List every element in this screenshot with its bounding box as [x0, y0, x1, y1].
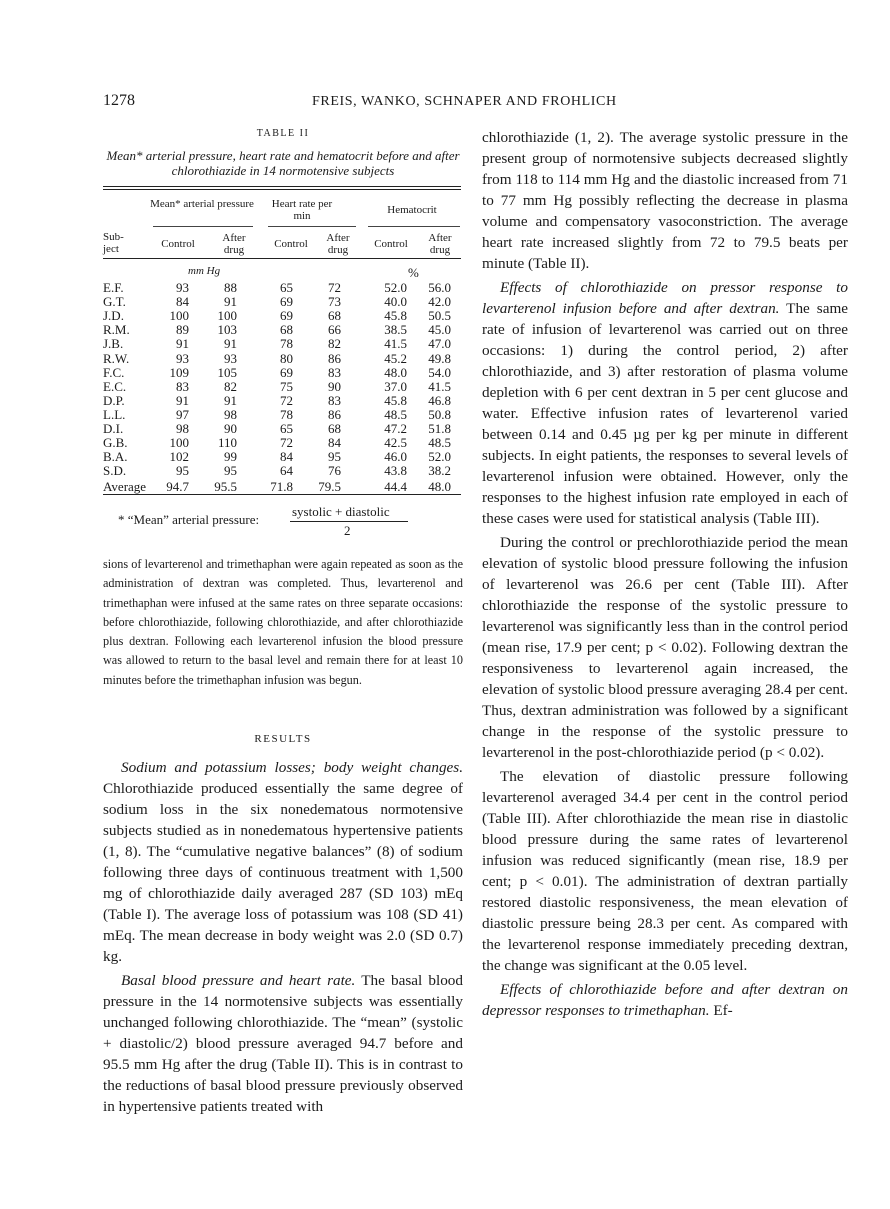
table-cell: 38.5	[384, 322, 407, 338]
table-cell: 84	[328, 435, 341, 451]
table-footnote: * “Mean” arterial pressure:	[118, 512, 260, 527]
table-cell: 40.0	[384, 294, 407, 310]
row-subject: D.I.	[103, 421, 124, 436]
table-cell: 100	[217, 308, 237, 324]
table-row	[103, 352, 463, 366]
table-cell: 91	[224, 294, 237, 310]
table-cell: 48.0	[428, 479, 451, 495]
col-header-subject: Sub- ject	[103, 231, 124, 255]
table-cell: 90	[224, 421, 237, 436]
table-row	[103, 422, 463, 436]
table-cell: 37.0	[384, 378, 407, 394]
table-cell: 83	[176, 378, 189, 394]
table-cell: 49.8	[428, 350, 451, 366]
table-row	[103, 436, 463, 450]
table-cell: 38.2	[428, 463, 451, 479]
row-subject: G.T.	[103, 294, 126, 310]
table-cell: 68	[280, 322, 293, 338]
paragraph-basal-pressure	[103, 970, 463, 1117]
table-cell: 76	[328, 463, 341, 479]
table-cell: 69	[280, 364, 293, 380]
paragraph-sodium	[103, 757, 463, 967]
table-cell: 89	[176, 322, 189, 338]
table-cell: 48.5	[384, 406, 407, 422]
table-cell: 45.0	[428, 322, 451, 338]
table-cell: 88	[224, 280, 237, 295]
table-cell: 47.0	[428, 336, 451, 352]
table-row	[103, 394, 463, 408]
table-cell: 91	[224, 336, 237, 352]
table-row	[103, 450, 463, 464]
table-cell: 69	[280, 308, 293, 324]
table-cell: 82	[328, 336, 341, 352]
paragraph-title: Effects of chlorothiazide on pressor response to levarterenol infusion before and after dextran.	[482, 279, 848, 317]
col-header-control: Control	[161, 238, 195, 250]
group-rule	[153, 226, 253, 227]
footnote-numerator: systolic + diastolic	[292, 504, 390, 519]
table-cell: 90	[328, 378, 341, 394]
table-row	[103, 366, 463, 380]
table-cell: 43.8	[384, 463, 407, 479]
table-label: TABLE II	[256, 128, 310, 139]
table-cell: 73	[328, 294, 341, 310]
table-cell: 41.5	[428, 378, 451, 394]
table-cell: 84	[280, 449, 293, 465]
table-cell: 72	[328, 280, 341, 295]
group-header-hematocrit: Hematocrit	[387, 204, 437, 216]
table-cell: 79.5	[318, 479, 341, 495]
paragraph-body: The same rate of infusion of levarterenol was carried out on three occasions: 1) during the control period, 2) after chlorothiazide, and 3) after restoration of plasma volume depletion with 6 per cent dextran in 5 per cent glucose and water. Effective infusion rates of levarterenol varied between 0.14 and 0.45 µg per kg per minute in different subjects. In eight patients, the responses to several levels of levarterenol infusion were obtained. However, only the responses to the highest infusion rate employed in each of these cases were used for statistical analysis (Table III).	[482, 300, 848, 527]
table-cell: 83	[328, 364, 341, 380]
paragraph-title: Effects of chlorothiazide before and after dextran on depressor responses to trimethaphan.	[482, 981, 848, 1019]
table-cell: 98	[224, 406, 237, 422]
table-cell: 45.8	[384, 392, 407, 408]
table-row	[103, 323, 463, 337]
table-cell: 65	[280, 421, 293, 436]
row-subject: D.P.	[103, 392, 125, 408]
table-cell: 91	[176, 392, 189, 408]
table-cell: 109	[169, 364, 189, 380]
table-cell: 95.5	[214, 479, 237, 495]
table-row-average	[103, 480, 463, 494]
table-top-rule	[103, 186, 461, 187]
running-head: FREIS, WANKO, SCHNAPER AND FROHLICH	[312, 94, 617, 109]
fraction-bar	[290, 521, 408, 522]
table-top-rule-double	[103, 189, 461, 190]
table-cell: 66	[328, 322, 341, 338]
table-row	[103, 337, 463, 351]
table-cell: 72	[280, 392, 293, 408]
table-cell: 52.0	[428, 449, 451, 465]
table-row	[103, 309, 463, 323]
row-subject: J.B.	[103, 336, 124, 352]
table-cell: 48.5	[428, 435, 451, 451]
col-header-control: Control	[274, 238, 308, 250]
table-cell: 91	[224, 392, 237, 408]
group-header-heart-rate: Heart rate per min	[271, 198, 333, 222]
table-cell: 44.4	[384, 479, 407, 495]
table-cell: 95	[328, 449, 341, 465]
results-heading: RESULTS	[254, 733, 312, 745]
table-cell: 68	[328, 421, 341, 436]
table-cell: 46.0	[384, 449, 407, 465]
paragraph-title: Sodium and potassium losses; body weight changes.	[121, 759, 463, 776]
group-rule	[368, 226, 460, 227]
table-cell: 47.2	[384, 421, 407, 436]
table-cell: 98	[176, 421, 189, 436]
paragraph-diastolic: The elevation of diastolic pressure following levarterenol averaged 34.4 per cent in the control period (Table III). After chlorothiazide the mean rise in diastolic blood pressure during the same rates of levarterenol infusion was reduced significantly (mean rise, 18.9 per cent; p < 0.01). The administration of dextran partially restored diastolic responsiveness, the mean elevation of diastolic pressure being 28.3 per cent. As compared with the levarterenol response immediately preceding dextran, the change was significant at the 0.05 level.	[482, 768, 848, 974]
table-cell: 105	[217, 364, 237, 380]
col-header-control: Control	[374, 238, 408, 250]
table-cell: 69	[280, 294, 293, 310]
table-bottom-rule	[103, 494, 461, 495]
table-cell: 71.8	[270, 479, 293, 495]
table-cell: 93	[224, 350, 237, 366]
paragraph-body: The basal blood pressure in the 14 normotensive subjects was essentially unchanged following chlorothiazide. The “mean” (systolic + diastolic/2) blood pressure averaged 94.7 before and 95.5 mm Hg after the drug (Table II). This is in contrast to the reductions of basal blood pressure previously observed in hypertensive patients treated with	[103, 972, 463, 1115]
table-cell: 110	[217, 435, 237, 451]
table-cell: 45.2	[384, 350, 407, 366]
row-subject: B.A.	[103, 449, 128, 465]
row-subject: E.C.	[103, 378, 127, 394]
table-cell: 50.8	[428, 406, 451, 422]
col-header-after: After drug	[428, 232, 452, 256]
unit-mmhg: mm Hg	[188, 265, 221, 277]
table-cell: 51.8	[428, 421, 451, 436]
col-header-after: After drug	[222, 232, 246, 256]
paragraph-continued: chlorothiazide (1, 2). The average systolic pressure in the present group of normotensive subjects decreased slightly from 118 to 114 mm Hg and the diastolic increased from 71 to 77 mm Hg possibly reflecting the decrease in plasma volume and compensatory vasoconstriction. The average heart rate increased slightly from 72 to 79.5 beats per minute (Table II).	[482, 129, 848, 272]
table-cell: 95	[224, 463, 237, 479]
table-cell: 78	[280, 406, 293, 422]
row-subject: Average	[103, 479, 147, 495]
table-cell: 97	[176, 406, 189, 422]
table-cell: 42.0	[428, 294, 451, 310]
table-cell: 41.5	[384, 336, 407, 352]
table-cell: 91	[176, 336, 189, 352]
table-cell: 95	[176, 463, 189, 479]
table-cell: 48.0	[384, 364, 407, 380]
group-header-pressure: Mean* arterial pressure	[150, 198, 254, 210]
group-rule	[268, 226, 356, 227]
table-cell: 50.5	[428, 308, 451, 324]
table-cell: 78	[280, 336, 293, 352]
unit-percent: %	[408, 265, 419, 280]
table-cell: 94.7	[166, 479, 189, 495]
paragraph-body: Chlorothiazide produced essentially the same degree of sodium loss in the six nonedematous normotensive subjects studied as in nonedematous hypertensive patients (1, 8). The “cumulative negative balances” (8) of sodium following three days of continuous treatment with 1,500 mg of chlorothiazide daily averaged 287 (SD 103) mEq (Table I). The average loss of potassium was 108 (SD 41) mEq. The mean decrease in body weight was 2.0 (SD 0.7) kg.	[103, 780, 463, 965]
table-cell: 83	[328, 392, 341, 408]
table-cell: 54.0	[428, 364, 451, 380]
paragraph-pressor-response	[482, 277, 848, 529]
table-cell: 93	[176, 280, 189, 295]
col-header-after: After drug	[326, 232, 350, 256]
table-cell: 75	[280, 378, 293, 394]
table-cell: 68	[328, 308, 341, 324]
row-subject: R.M.	[103, 322, 130, 338]
row-subject: G.B.	[103, 435, 128, 451]
row-subject: F.C.	[103, 364, 125, 380]
table-cell: 46.8	[428, 392, 451, 408]
left-column	[103, 757, 463, 1117]
table-cell: 84	[176, 294, 189, 310]
table-caption: Mean* arterial pressure, heart rate and hematocrit before and after chlorothiazide in 14 normotensive subjects	[106, 148, 460, 178]
table-cell: 56.0	[428, 280, 451, 295]
table-cell: 80	[280, 350, 293, 366]
table-cell: 64	[280, 463, 293, 479]
table-cell: 86	[328, 406, 341, 422]
table-cell: 42.5	[384, 435, 407, 451]
row-subject: S.D.	[103, 463, 127, 479]
page-number: 1278	[103, 92, 135, 109]
paragraph-title: Basal blood pressure and heart rate.	[121, 972, 356, 989]
table-cell: 100	[169, 435, 189, 451]
table-cell: 99	[224, 449, 237, 465]
table-cell: 100	[169, 308, 189, 324]
table-cell: 72	[280, 435, 293, 451]
row-subject: J.D.	[103, 308, 124, 324]
table-cell: 86	[328, 350, 341, 366]
table-cell: 65	[280, 280, 293, 295]
row-subject: L.L.	[103, 406, 126, 422]
header-rule	[103, 258, 461, 259]
paragraph-body: Ef-	[709, 1002, 733, 1019]
paragraph-systolic: During the control or prechlorothiazide period the mean elevation of systolic blood pressure following the infusion of levarterenol was 26.6 per cent (Table III). After chlorothiazide the response of the systolic pressure to levarterenol was significantly less than in the control period (mean rise, 17.9 per cent; p < 0.02). Following dextran the responsiveness to levarterenol again increased, the elevation of systolic blood pressure averaging 28.4 per cent. Thus, dextran administration was followed by a significant change in the response of the systolic pressure to levarterenol in the post-chlorothiazide period (p < 0.02).	[482, 534, 848, 761]
table-cell: 102	[169, 449, 189, 465]
table-row	[103, 464, 463, 478]
row-subject: R.W.	[103, 350, 130, 366]
table-cell: 52.0	[384, 280, 407, 295]
table-cell: 82	[224, 378, 237, 394]
table-row	[103, 380, 463, 394]
table-cell: 103	[217, 322, 237, 338]
table-row	[103, 295, 463, 309]
table-row	[103, 281, 463, 295]
methods-paragraph: sions of levarterenol and trimethaphan were again repeated as soon as the administration of dextran was completed. Thus, levarterenol and trimethaphan were infused at the same rates on three separate occasions: before chlorothiazide, following chlorothiazide, and after chlorothiazide plus dextran. Following each levarterenol infusion the blood pressure was allowed to return to the basal level and remain there for at least 10 minutes before the trimethaphan infusion was begun.	[103, 557, 463, 687]
table-cell: 45.8	[384, 308, 407, 324]
row-subject: E.F.	[103, 280, 124, 295]
paragraph-depressor	[482, 979, 848, 1021]
right-column	[482, 127, 848, 1021]
table-row	[103, 408, 463, 422]
table-cell: 93	[176, 350, 189, 366]
footnote-denominator: 2	[344, 523, 351, 538]
